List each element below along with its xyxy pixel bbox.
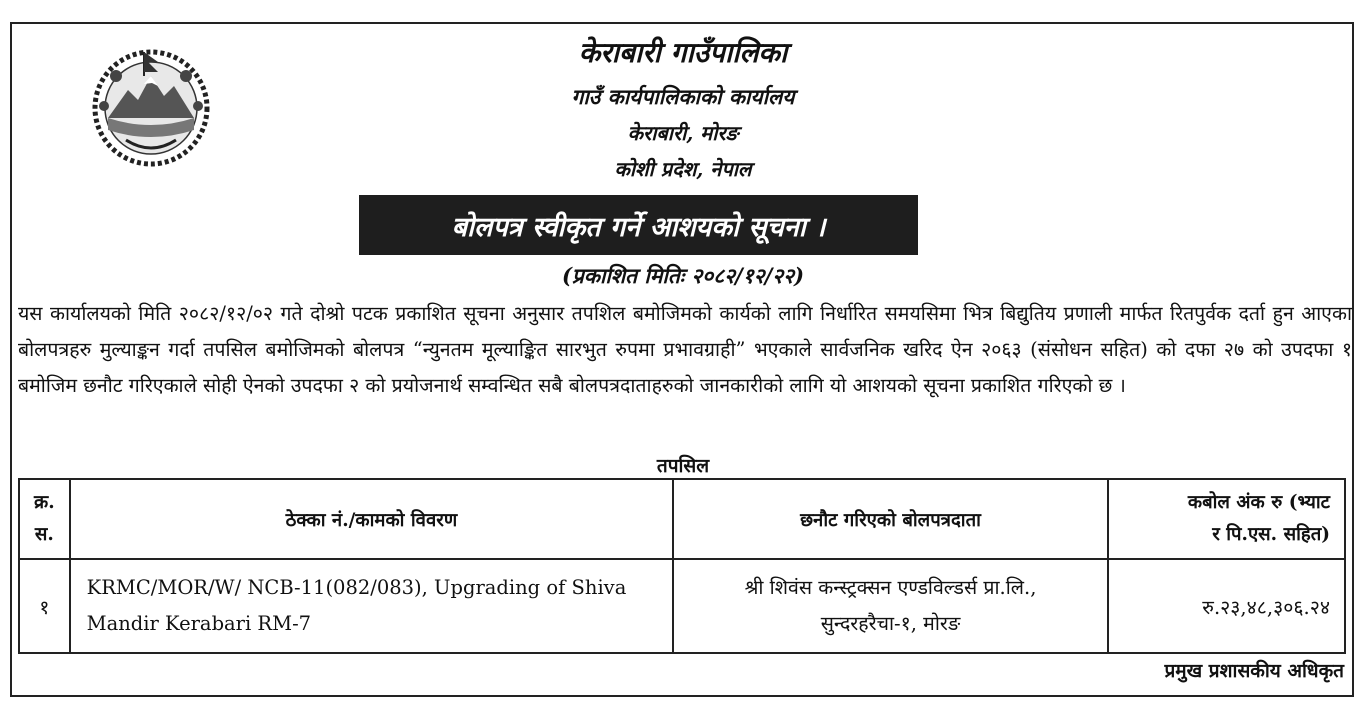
executive-office: गाउँ कार्यपालिकाको कार्यालय (571, 84, 795, 109)
province-country: कोशी प्रदेश, नेपाल (614, 157, 752, 181)
row-bidder-line1: श्री शिवंस कन्स्ट्रक्सन एण्डविल्डर्स प्रा.लि., (744, 576, 1037, 599)
row-bidder-line2: सुन्दरहरैचा-१, मोरङ (820, 612, 961, 635)
header-sn-line2: स. (34, 524, 54, 545)
signatory-title: प्रमुख प्रशासकीय अधिकृत (1164, 660, 1344, 682)
notice-title-banner (359, 195, 918, 255)
table-header-row (19, 479, 1345, 559)
notice-title: बोलपत्र स्वीकृत गर्ने आशयको सूचना । (451, 211, 826, 243)
header-amount (1108, 479, 1345, 559)
row-amount: रु.२३,४८,३०६.२४ (1108, 559, 1345, 653)
published-date: (प्रकाशित मितिः २०८२/१२/२२) (561, 263, 805, 288)
row-description (70, 559, 674, 653)
header-sn-line1: क्र. (33, 492, 55, 513)
row-sn: १ (19, 559, 70, 653)
row-description-line1: KRMC/MOR/W/ NCB-11(082/083), Upgrading of Shiva (86, 576, 627, 599)
header-description: ठेक्का नं./कामको विवरण (70, 479, 674, 559)
table-row (19, 559, 1345, 653)
header-bidder: छनौट गरिएको बोलपत्रदाता (673, 479, 1108, 559)
header-amount-line1: कबोल अंक रु (भ्याट (1187, 492, 1330, 513)
notice-body: यस कार्यालयको मिति २०८२/१२/०२ गते दोश्रो पटक प्रकाशित सूचना अनुसार तपशिल बमोजिमको कार्यको लागि निर्धारित समयसिमा भित्र बिद्युतिय प्रणाली मार्फत रितपुर्वक दर्ता हुन आएका बोलपत्रहरु मुल्याङ्कन गर्दा तपसिल बमोजिमको बोलपत्र “न्युनतम मूल्याङ्कित सारभुत रुपमा प्रभावग्राही” भएकाले सार्वजनिक खरिद ऐन २०६३ (संसोधन सहित) को दफा २७ को उपदफा १ बमोजिम छनौट गरिएकाले सोही ऐनको उपदफा २ को प्रयोजनार्थ सम्वन्धित सबै बोलपत्रदाताहरुको जानकारीको लागि यो आशयको सूचना प्रकाशित गरिएको छ । (18, 302, 1352, 397)
table-caption: तपसिल (656, 455, 710, 477)
row-description-line2: Mandir Kerabari RM-7 (86, 612, 312, 635)
header-sn (19, 479, 70, 559)
office-name: केराबारी गाउँपालिका (578, 36, 788, 69)
details-table (18, 478, 1346, 654)
header-amount-line2: र पि.एस. सहित) (1212, 524, 1330, 545)
office-address: केराबारी, मोरङ (627, 121, 739, 145)
row-bidder (673, 559, 1108, 653)
